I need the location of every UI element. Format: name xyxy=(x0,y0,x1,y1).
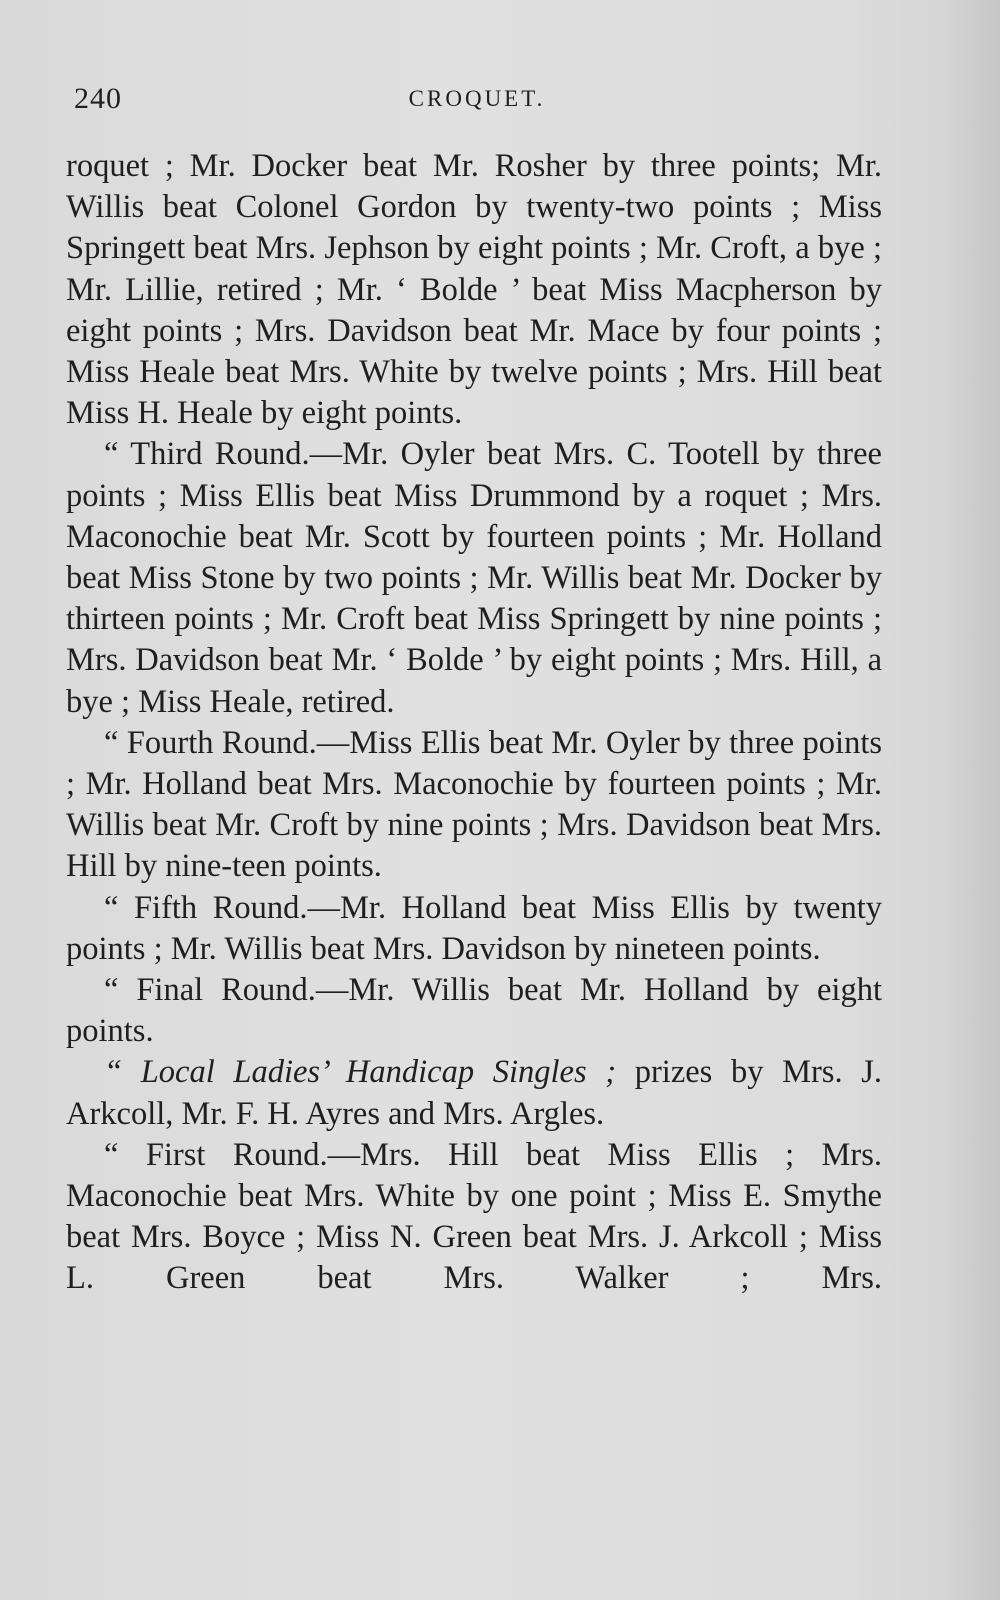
paragraph-fifth-round: “ Fifth Round.—Mr. Holland beat Miss Ellis by twenty points ; Mr. Willis beat Mrs. Davidson by nineteen points. xyxy=(66,889,882,967)
event-prizes: prizes by Mrs. J. Arkcoll, Mr. F. H. Ayres and Mrs. Argles. xyxy=(66,1054,882,1132)
paragraph-continuation: roquet ; Mr. Docker beat Mr. Rosher by three points; Mr. Willis beat Colonel Gordon by twenty-two points ; Miss Springett beat Mrs. Jephson by eight points ; Mr. Croft, a bye ; Mr. Lillie, retired ; Mr. ‘ Bolde ’ beat Miss Macpherson by eight points ; Mrs. Davidson beat Mr. Mace by four points ; Miss Heale beat Mrs. White by twelve points ; Mrs. Hill beat Miss H. Heale by eight points. xyxy=(66,148,882,432)
page-number: 240 xyxy=(74,82,122,115)
paragraph-final-round: “ Final Round.—Mr. Willis beat Mr. Holland by eight points. xyxy=(66,972,882,1050)
paragraph-first-round: “ First Round.—Mrs. Hill beat Miss Ellis ; Mrs. Maconochie beat Mrs. White by one point ; Miss E. Smythe beat Mrs. Boyce ; Miss N. Green beat Mrs. J. Arkcoll ; Miss L. Green beat Mrs. Walker ; Mrs. xyxy=(66,1136,882,1297)
paragraph-fourth-round: “ Fourth Round.—Miss Ellis beat Mr. Oyler by three points ; Mr. Holland beat Mrs. Maconochie by fourteen points ; Mr. Willis beat Mr. Croft by nine points ; Mrs. Davidson beat Mrs. Hill by nine-teen points. xyxy=(66,724,882,885)
running-title: CROQUET. xyxy=(408,86,546,111)
event-title: “ Local Ladies’ Handicap Singles ; xyxy=(104,1054,617,1091)
paragraph-ladies-handicap xyxy=(66,1052,882,1134)
body-text xyxy=(66,146,882,1300)
paragraph-third-round: “ Third Round.—Mr. Oyler beat Mrs. C. Tootell by three points ; Miss Ellis beat Miss Drummond by a roquet ; Mrs. Maconochie beat Mr. Scott by fourteen points ; Mr. Holland beat Miss Stone by two points ; Mr. Willis beat Mr. Docker by thirteen points ; Mr. Croft beat Miss Springett by nine points ; Mrs. Davidson beat Mr. ‘ Bolde ’ by eight points ; Mrs. Hill, a bye ; Miss Heale, retired. xyxy=(66,436,882,720)
running-head xyxy=(74,82,880,122)
